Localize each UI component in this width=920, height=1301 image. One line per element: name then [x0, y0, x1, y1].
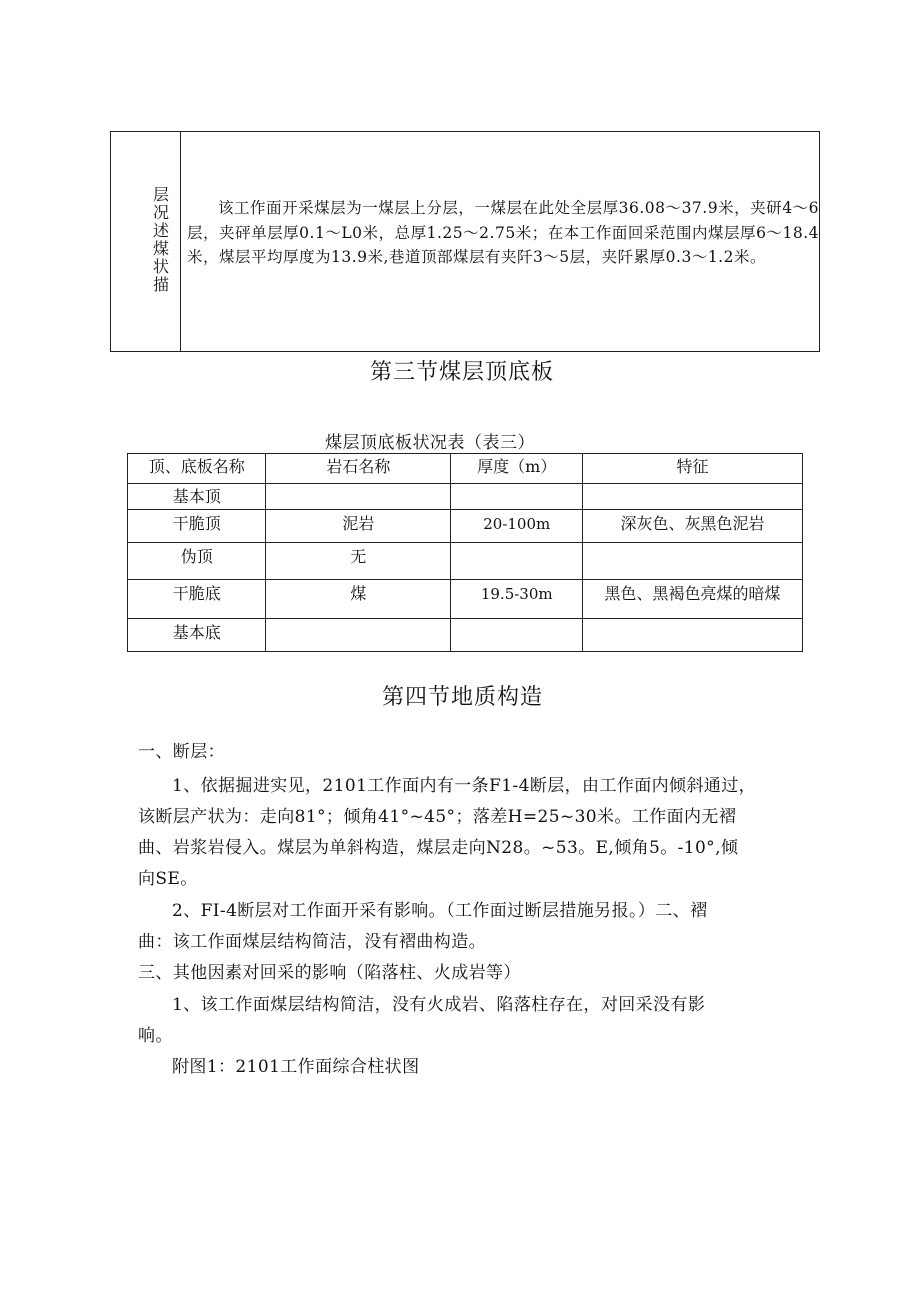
section4-title: 第四节地质构造 [382, 685, 544, 710]
table-cell [583, 543, 803, 580]
fault-heading: 一、断层： [138, 742, 225, 762]
table-header-cell: 特征 [583, 454, 803, 484]
table-caption: 煤层顶底板状况表（表三） [325, 433, 535, 453]
section3-title: 第三节煤层顶底板 [370, 360, 555, 385]
table-cell: 伪顶 [128, 543, 266, 580]
body-line: 2、FI-4断层对工作面开采有影响。（工作面过断层措施另报。）二、褶 [172, 901, 708, 921]
body-line: 该断层产状为：走向81°；倾角41°~45°；落差H=25~30米。工作面内无褶 [138, 807, 737, 827]
coal-description-text: 该工作面开采煤层为一煤层上分层，一煤层在此处全层厚36.08～37.9米，夹研4～6层，夹砰单层厚0.1～L0米，总厚1.25～2.75米；在本工作面回采范围内煤层厚6～18.4米，煤层平均厚度为13.9米,巷道顶部煤层有夹阡3～5层，夹阡累厚0.3～1.2米。 [187, 199, 819, 266]
roof-floor-table [127, 453, 803, 652]
table-cell: 泥岩 [266, 510, 451, 543]
table-cell: 深灰色、灰黑色泥岩 [583, 510, 803, 543]
body-line: 1、该工作面煤层结构简洁，没有火成岩、陷落柱存在，对回采没有影 [172, 995, 706, 1015]
table-cell [451, 484, 583, 510]
table-cell: 基本底 [128, 619, 266, 652]
coal-description-label-cell [111, 132, 181, 351]
body-line: 曲、岩浆岩侵入。煤层为单斜构造，煤层走向N28。~53。E,倾角5。-10°,倾 [138, 838, 739, 858]
table-row [128, 619, 803, 652]
table-header-cell: 厚度（m） [451, 454, 583, 484]
table-cell: 煤 [266, 580, 451, 619]
coal-description-box [110, 131, 820, 352]
table-header-row [128, 454, 803, 484]
body-line: 1、依据掘进实见，2101工作面内有一条F1-4断层，由工作面内倾斜通过， [172, 776, 757, 796]
table-cell: 20-100m [451, 510, 583, 543]
appendix-figure-caption: 附图1：2101工作面综合柱状图 [172, 1057, 420, 1077]
other-factors-heading: 三、其他因素对回采的影响（陷落柱、火成岩等） [138, 963, 521, 983]
table-cell: 干脆顶 [128, 510, 266, 543]
table-cell: 基本顶 [128, 484, 266, 510]
table-cell [266, 484, 451, 510]
table-cell [451, 619, 583, 652]
table-cell [583, 619, 803, 652]
table-cell [583, 484, 803, 510]
table-row [128, 543, 803, 580]
table-cell: 干脆底 [128, 580, 266, 619]
table-row [128, 580, 803, 619]
body-line: 响。 [138, 1026, 173, 1046]
table-header-cell: 顶、底板名称 [128, 454, 266, 484]
coal-description-label: 层况述煤状描 [152, 185, 169, 294]
table-cell [451, 543, 583, 580]
table-cell: 19.5-30m [451, 580, 583, 619]
table-row [128, 510, 803, 543]
body-line: 向SE。 [138, 869, 198, 889]
table-header-cell: 岩石名称 [266, 454, 451, 484]
table-cell [266, 619, 451, 652]
table-row [128, 484, 803, 510]
table-cell: 黑色、黑褐色亮煤的暗煤 [583, 580, 803, 619]
body-line: 曲：该工作面煤层结构简洁，没有褶曲构造。 [138, 932, 486, 952]
table-cell: 无 [266, 543, 451, 580]
